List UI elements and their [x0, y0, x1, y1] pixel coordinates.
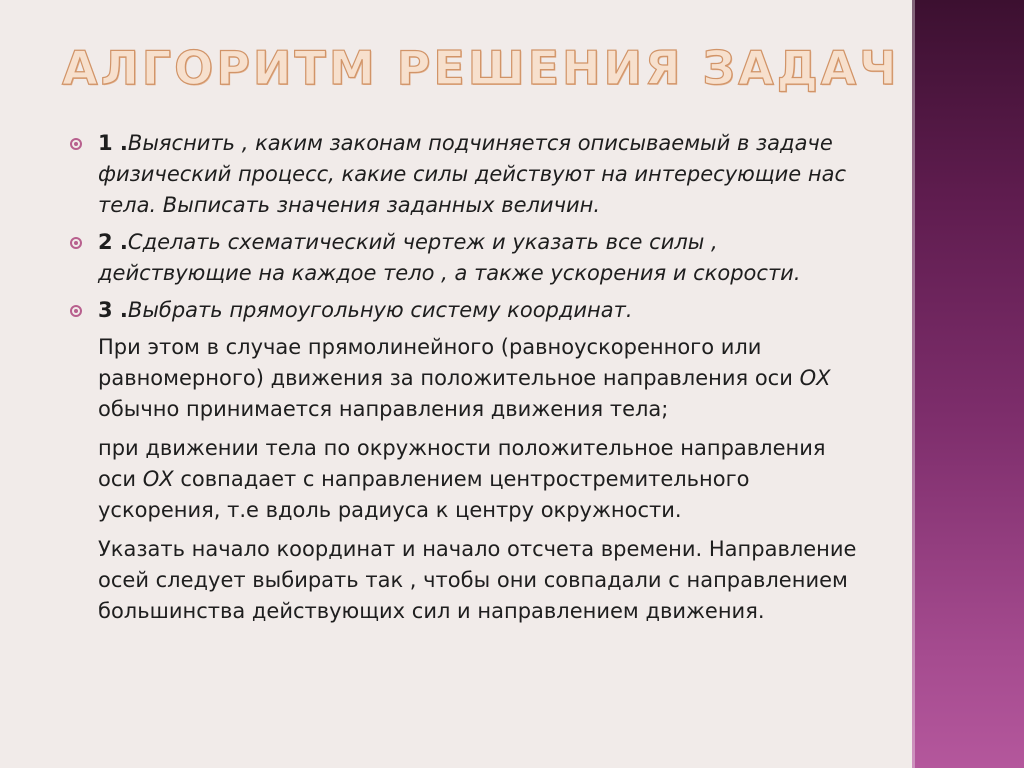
paragraph-text: При этом в случае прямолинейного (равноускоренного или равномерного) движения за положительное направления оси: [98, 335, 793, 390]
list-item-3: [70, 295, 860, 326]
slide-content: [70, 128, 860, 635]
axis-label: ОХ: [799, 366, 831, 390]
slide-title: АЛГОРИТМ РЕШЕНИЯ ЗАДАЧ: [62, 41, 900, 95]
item-text: Выбрать прямоугольную систему координат.: [127, 298, 633, 322]
item-text: Сделать схематический чертеж и указать все силы , действующие на каждое тело , а также ускорения и скорости.: [98, 230, 801, 285]
paragraph-circular-motion: [70, 433, 860, 526]
bullet-icon: [70, 138, 82, 150]
paragraph-text: Указать начало координат и начало отсчета времени. Направление осей следует выбирать так , чтобы они совпадали с направлением большинства действующих сил и направлением движения.: [98, 537, 857, 623]
list-item-2: [70, 227, 860, 289]
axis-label: ОХ: [142, 467, 174, 491]
list-item-1: [70, 128, 860, 221]
paragraph-straight-motion: [70, 332, 860, 425]
paragraph-origin-and-axes: [70, 534, 860, 627]
paragraph-text: обычно принимается направления движения тела;: [98, 397, 669, 421]
paragraph-text: при движении тела по окружности положительное направления оси: [98, 436, 826, 491]
item-number: 3 .: [98, 298, 128, 322]
side-band-edge: [912, 0, 915, 768]
bullet-icon: [70, 305, 82, 317]
item-text: Выяснить , каким законам подчиняется описываемый в задаче физический процесс, какие силы действуют на интересующие нас тела. Выписать значения заданных величин.: [98, 131, 846, 217]
item-number: 2 .: [98, 230, 128, 254]
decorative-side-band: [912, 0, 1024, 768]
item-number: 1 .: [98, 131, 128, 155]
bullet-icon: [70, 237, 82, 249]
paragraph-text: совпадает с направлением центростремительного ускорения, т.е вдоль радиуса к центру окружности.: [98, 467, 750, 522]
